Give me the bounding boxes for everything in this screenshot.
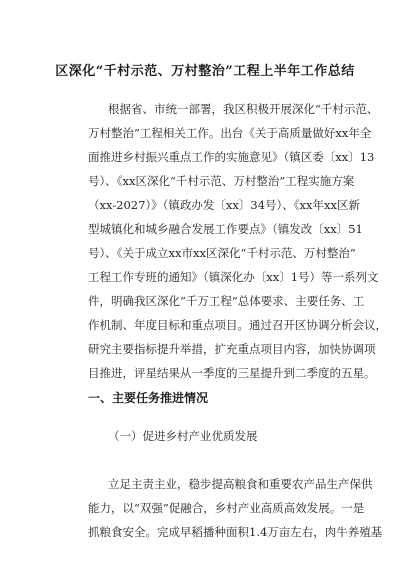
paragraph-line: 抓粮食安全。完成早稻播种面积1.4万亩左右，肉牛养殖基 — [88, 525, 383, 539]
paragraph-line: 能力，以“双强”促融合，乡村产业高质高效发展。一是 — [88, 501, 365, 515]
paragraph-line: 件，明确我区深化“千万工程”总体要求、主要任务、工 — [88, 294, 365, 308]
document-title: 区深化“千村示范、万村整治”工程上半年工作总结 — [55, 64, 355, 79]
paragraph-line: 型城镇化和城乡融合发展工作要点》（镇发改〔xx〕51 — [88, 222, 363, 236]
paragraph-line: 立足主责主业，稳步提高粮食和重要农产品生产保供 — [108, 477, 373, 491]
paragraph-line: 万村整治”工程相关工作。出台《关于高质量做好xx年全 — [88, 126, 372, 140]
paragraph-line: 研究主要指标提升举措，扩充重点项目内容，加快协调项 — [88, 342, 376, 356]
paragraph-line: 根据省、市统一部署，我区积极开展深化“千村示范、 — [108, 102, 379, 116]
paragraph-line: 面推进乡村振兴重点工作的实施意见》（镇区委〔xx〕13 — [88, 150, 375, 164]
paragraph-line: 号）、《关于成立xx市xx区深化“千村示范、万村整治” — [88, 246, 356, 260]
paragraph-line: 目推进，评星结果从一季度的三星提升到二季度的五星。 — [88, 366, 376, 380]
paragraph-line: 工程工作专班的通知》（镇深化办〔xx〕1号）等一系列文 — [88, 270, 379, 284]
paragraph-line: （xx-2027）》（镇政办发〔xx〕34号）、《xx年xx区新 — [88, 198, 360, 212]
paragraph-line: 作机制、年度目标和重点项目。通过召开区协调分析会议， — [88, 318, 387, 332]
paragraph-line: 号）、《xx区深化“千村示范、万村整治”工程实施方案 — [88, 174, 355, 188]
subsection-heading: （一）促进乡村产业优质发展 — [108, 429, 258, 443]
section-heading: 一、主要任务推进情况 — [88, 391, 209, 405]
